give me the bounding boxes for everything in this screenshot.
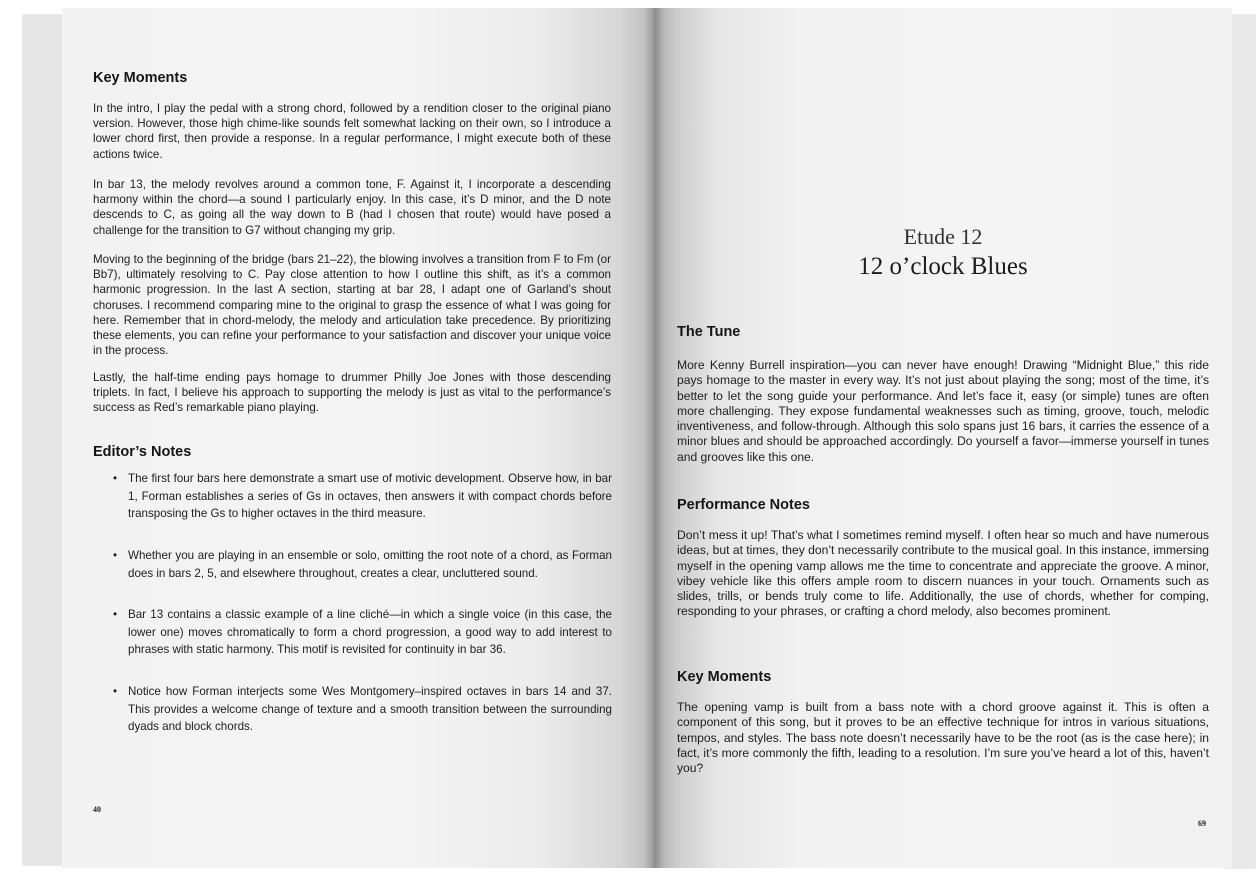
bullet-icon: • <box>113 608 118 621</box>
performance-notes-heading: Performance Notes <box>677 497 810 513</box>
the-tune-heading: The Tune <box>677 324 741 340</box>
key-moments-heading-right: Key Moments <box>677 669 772 685</box>
key-moments-paragraph-4: Lastly, the half-time ending pays homage to drummer Philly Joe Jones with those descending triplets. In fact, I believe his approach to supporting the melody is just as vital to the performance’s success as Red’s remarkable piano playing. <box>93 371 611 415</box>
book-spine-shadow <box>644 8 664 868</box>
the-tune-text: More Kenny Burrell inspiration—you can never have enough! Drawing “Midnight Blue,” this ride pays homage to the master in every way. It’s not just about playing the song; most of the time, it’s better to let the song guide your performance. And let’s face it, easy (or simple) tunes are often more challenging. They expose fundamental weaknesses such as timing, groove, touch, melodic inventiveness, and follow-through. Although this solo spans just 16 bars, it carries the essence of a minor blues and should be approached accordingly. Do yourself a favor—immerse yourself in tunes and grooves like this one. <box>677 358 1209 464</box>
etude-title: 12 o’clock Blues <box>858 253 1028 280</box>
editors-note-item <box>113 683 612 736</box>
etude-number: Etude 12 <box>903 224 983 249</box>
editors-note-item <box>113 606 612 659</box>
bullet-icon: • <box>113 472 118 485</box>
editors-note-text: Whether you are playing in an ensemble or solo, omitting the root note of a chord, as Forman does in bars 2, 5, and elsewhere throughout, creates a clear, uncluttered sound. <box>128 549 612 580</box>
performance-notes-text: Don’t mess it up! That’s what I sometimes remind myself. I often hear so much and have numerous ideas, but at times, they don’t necessarily contribute to the musical goal. In this instance, immersing myself in the opening vamp allows me the time to concentrate and appreciate the groove. A minor, vibey vehicle like this offers ample room to discern nuances in your touch. Ornaments such as slides, trills, or bends truly come to life. Additionally, the use of chords, whether for comping, responding to your phrases, or crafting a chord melody, also becomes prominent. <box>677 528 1209 619</box>
bullet-icon: • <box>113 549 118 562</box>
left-page <box>62 8 655 868</box>
right-page-number: 69 <box>1198 819 1206 828</box>
editors-note-text: Bar 13 contains a classic example of a line cliché—in which a single voice (in this case, the lower one) moves chromatically to form a chord progression, a good way to add interest to phrases with static harmony. This motif is revisited for continuity in bar 36. <box>128 608 612 656</box>
key-moments-paragraph-3: Moving to the beginning of the bridge (bars 21–22), the blowing involves a transition from F to Fm (or Bb7), ultimately resolving to C. Pay close attention to how I outline this shift, as it’s a common harmonic progression. In the last A section, starting at bar 28, I adapt one of Garland’s shout choruses. I recommend comparing mine to the original to grasp the essence of what I was going for here. Remember that in chord-melody, the melody and articulation take precedence. By prioritizing these elements, you can refine your performance to your satisfaction and discover your unique voice in the process. <box>93 253 611 358</box>
right-page <box>654 8 1232 868</box>
left-page-number: 40 <box>93 805 101 814</box>
editors-note-text: Notice how Forman interjects some Wes Montgomery–inspired octaves in bars 14 and 37. This provides a welcome change of texture and a smooth transition between the surrounding dyads and block chords. <box>128 685 612 733</box>
bullet-icon: • <box>113 685 118 698</box>
editors-note-text: The first four bars here demonstrate a smart use of motivic development. Observe how, in bar 1, Forman establishes a series of Gs in octaves, then answers it with compact chords before transposing the Gs to higher octaves in the third measure. <box>128 472 612 520</box>
editors-note-item <box>113 547 612 582</box>
key-moments-heading: Key Moments <box>93 70 188 86</box>
editors-notes-heading: Editor’s Notes <box>93 444 192 460</box>
key-moments-paragraph-2: In bar 13, the melody revolves around a common tone, F. Against it, I incorporate a descending harmony within the chord—a sound I particularly enjoy. In this case, it’s D minor, and the D note descends to C, as going all the way down to B (had I chosen that route) would have posed a challenge for the transition to G7 without changing my grip. <box>93 178 611 237</box>
editors-note-item <box>113 470 612 523</box>
key-moments-text-right: The opening vamp is built from a bass note with a chord groove against it. This is often a component of this song, but it proves to be an effective technique for intros in various situations, tempos, and styles. The bass note doesn’t necessarily have to be the root (as is the case here); in fact, it’s more commonly the fifth, leading to a resolution. I’m sure you’ve heard a lot of this, haven’t you? <box>677 700 1209 776</box>
key-moments-paragraph-1: In the intro, I play the pedal with a strong chord, followed by a rendition closer to the original piano version. However, those high chime-like sounds felt somewhat lacking on their own, so I introduce a lower chord first, then provide a response. In a regular performance, I might execute both of these actions twice. <box>93 102 611 161</box>
